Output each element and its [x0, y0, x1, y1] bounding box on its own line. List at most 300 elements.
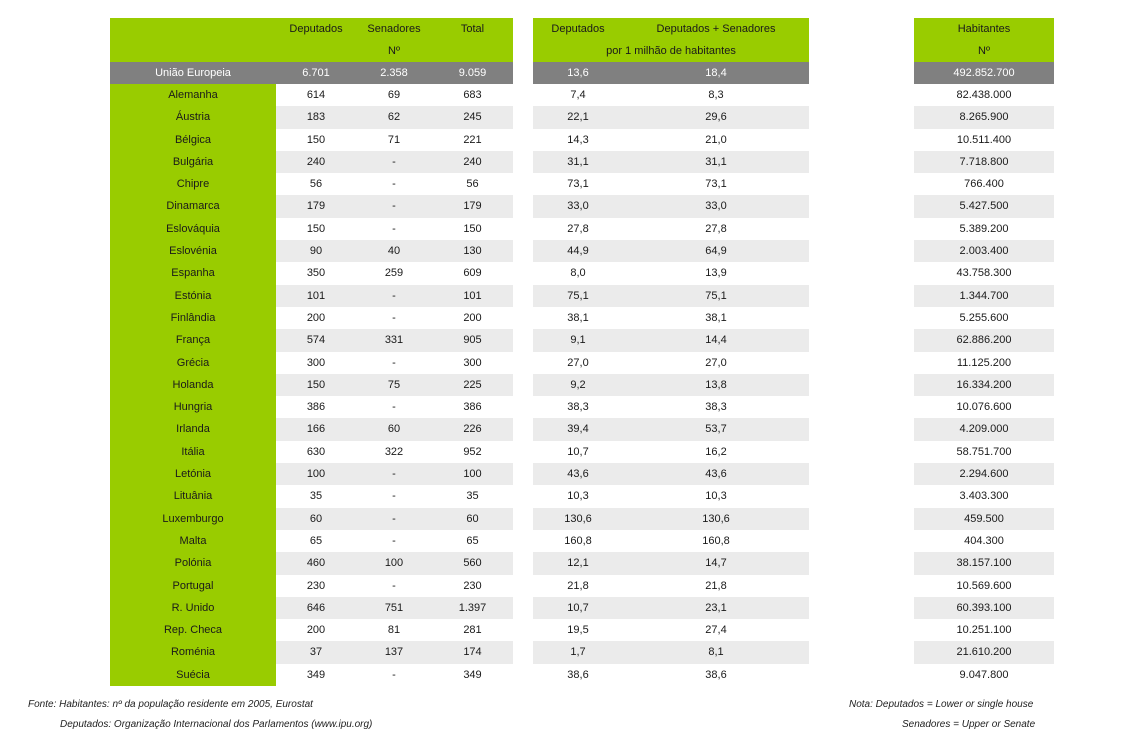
cell-per-dep-sen: 8,3: [708, 89, 724, 101]
table-row: [110, 84, 513, 106]
cell-deputados: 183: [306, 111, 326, 124]
cell-senadores: 71: [387, 133, 401, 146]
table-row: [110, 619, 513, 641]
cell-per-dep-sen: 73,1: [705, 178, 727, 191]
header-senadores: Senadores: [367, 23, 421, 35]
cell-per-dep-sen: 75,1: [705, 289, 727, 302]
cell-total: 300: [463, 356, 482, 369]
cell-deputados: 150: [306, 133, 326, 146]
cell-total: 174: [463, 646, 482, 659]
cell-total: 226: [463, 423, 482, 436]
header-total: Total: [460, 23, 485, 35]
cell-habitantes: 5.389.200: [959, 222, 1009, 235]
table-row: [533, 418, 809, 440]
table-row: [914, 352, 1054, 374]
cell-per-dep-sen: 27,8: [705, 222, 727, 235]
header-absolute: [110, 18, 513, 62]
cell-deputados: 240: [306, 155, 326, 168]
eu-per-ds: 18,4: [705, 67, 727, 79]
table-row: [914, 508, 1054, 530]
rows-absolute: [110, 84, 513, 686]
cell-per-deputados: 43,6: [567, 468, 589, 481]
cell-habitantes: 9.047.800: [959, 668, 1009, 681]
country-name: Roménia: [110, 641, 276, 663]
footer-source: Fonte: Habitantes: nº da população residente em 2005, Eurostat: [28, 699, 313, 710]
cell-senadores: 69: [387, 89, 401, 101]
cell-per-deputados: 73,1: [567, 178, 589, 191]
cell-per-dep-sen: 14,4: [705, 334, 727, 347]
cell-habitantes: 21.610.200: [956, 646, 1012, 659]
cell-deputados: 646: [306, 601, 326, 614]
table-row: [110, 552, 513, 574]
cell-total: 609: [463, 267, 482, 280]
cell-habitantes: 5.427.500: [959, 200, 1009, 213]
cell-per-deputados: 33,0: [567, 200, 589, 213]
table-row: [533, 530, 809, 552]
country-name: Bulgária: [110, 151, 276, 173]
country-name: Suécia: [110, 664, 276, 686]
country-name: R. Unido: [110, 597, 276, 619]
table-row: [533, 552, 809, 574]
cell-per-deputados: 39,4: [567, 423, 589, 436]
cell-per-dep-sen: 16,2: [705, 445, 727, 458]
table-row: [914, 307, 1054, 329]
header-n: Nº: [388, 45, 400, 57]
table-row: [914, 173, 1054, 195]
cell-deputados: 614: [306, 89, 326, 101]
cell-senadores: 331: [384, 334, 404, 347]
cell-per-deputados: 10,3: [567, 490, 589, 503]
table-row: [533, 84, 809, 106]
cell-senadores: -: [392, 512, 396, 525]
cell-per-dep-sen: 27,0: [705, 356, 727, 369]
cell-habitantes: 459.500: [964, 512, 1004, 525]
cell-total: 35: [466, 490, 479, 503]
cell-habitantes: 43.758.300: [956, 267, 1012, 280]
cell-total: 952: [463, 445, 482, 458]
header-habitantes: Habitantes: [957, 23, 1011, 35]
country-name: França: [110, 329, 276, 351]
cell-total: 905: [463, 334, 482, 347]
eu-senadores: 2.358: [380, 67, 408, 79]
cell-habitantes: 10.251.100: [956, 624, 1012, 637]
cell-senadores: -: [392, 178, 396, 191]
cell-total: 349: [463, 668, 482, 681]
table-row: [914, 195, 1054, 217]
cell-total: 60: [466, 512, 479, 525]
table-row: [110, 173, 513, 195]
header-deputados: Deputados: [289, 23, 343, 35]
cell-senadores: -: [392, 490, 396, 503]
cell-per-deputados: 14,3: [567, 133, 589, 146]
table-row: [914, 418, 1054, 440]
table-row: [533, 218, 809, 240]
table-row: [533, 173, 809, 195]
table-row: [533, 151, 809, 173]
cell-per-dep-sen: 53,7: [705, 423, 727, 436]
country-name: Finlândia: [110, 307, 276, 329]
table-row: [914, 463, 1054, 485]
cell-per-dep-sen: 33,0: [705, 200, 727, 213]
cell-senadores: -: [392, 534, 396, 547]
cell-per-deputados: 38,1: [567, 311, 589, 324]
cell-total: 179: [463, 200, 482, 213]
cell-per-deputados: 7,4: [570, 89, 586, 101]
cell-senadores: 81: [387, 624, 401, 637]
country-name: Irlanda: [110, 418, 276, 440]
table-row: [110, 463, 513, 485]
table-row: [110, 485, 513, 507]
table-row: [533, 441, 809, 463]
cell-per-deputados: 27,0: [567, 356, 589, 369]
cell-total: 560: [463, 557, 482, 570]
cell-habitantes: 3.403.300: [959, 490, 1009, 503]
table-row: [914, 84, 1054, 106]
table-row: [533, 129, 809, 151]
table-row: [914, 374, 1054, 396]
cell-per-dep-sen: 160,8: [702, 534, 730, 547]
table-row: [914, 129, 1054, 151]
table-row: [110, 664, 513, 686]
cell-per-dep-sen: 64,9: [705, 245, 727, 258]
cell-habitantes: 2.294.600: [959, 468, 1009, 481]
table-row: [110, 151, 513, 173]
cell-per-deputados: 38,3: [567, 401, 589, 414]
table-row: [914, 485, 1054, 507]
country-name: Eslováquia: [110, 218, 276, 240]
table-row: [110, 106, 513, 128]
cell-deputados: 179: [306, 200, 326, 213]
table-row: [533, 240, 809, 262]
cell-habitantes: 8.265.900: [959, 111, 1009, 124]
cell-senadores: 100: [384, 557, 404, 570]
table-row: [533, 307, 809, 329]
cell-total: 101: [463, 289, 482, 302]
cell-total: 200: [463, 311, 482, 324]
cell-deputados: 166: [306, 423, 326, 436]
table-row: [533, 106, 809, 128]
cell-per-dep-sen: 29,6: [705, 111, 727, 124]
cell-per-dep-sen: 14,7: [705, 557, 727, 570]
cell-per-dep-sen: 21,0: [705, 133, 727, 146]
cell-habitantes: 5.255.600: [959, 311, 1009, 324]
cell-per-dep-sen: 13,8: [705, 378, 727, 391]
country-name: Grécia: [110, 352, 276, 374]
cell-habitantes: 404.300: [964, 534, 1004, 547]
table-row: [110, 396, 513, 418]
country-name: Holanda: [110, 374, 276, 396]
table-row: [914, 664, 1054, 686]
cell-per-dep-sen: 130,6: [702, 512, 730, 525]
cell-deputados: 56: [309, 178, 323, 191]
cell-per-deputados: 130,6: [564, 512, 592, 525]
header-per-dep-sen: Deputados + Senadores: [656, 23, 776, 35]
cell-per-dep-sen: 31,1: [705, 155, 727, 168]
table-row: [914, 597, 1054, 619]
cell-habitantes: 38.157.100: [956, 557, 1012, 570]
cell-deputados: 65: [309, 534, 323, 547]
header-hab-n: Nº: [978, 45, 990, 57]
cell-per-deputados: 10,7: [567, 601, 589, 614]
cell-per-deputados: 22,1: [567, 111, 589, 124]
table-row: [914, 262, 1054, 284]
cell-per-dep-sen: 43,6: [705, 468, 727, 481]
cell-deputados: 60: [309, 512, 323, 525]
rows-population: [914, 84, 1054, 686]
cell-per-dep-sen: 10,3: [705, 490, 727, 503]
table-population: [914, 18, 1054, 686]
country-name: Dinamarca: [110, 195, 276, 217]
table-row: [533, 396, 809, 418]
cell-total: 130: [463, 245, 482, 258]
cell-total: 221: [463, 133, 482, 146]
cell-total: 281: [463, 624, 482, 637]
table-row: [533, 329, 809, 351]
table-row: [110, 285, 513, 307]
cell-senadores: 137: [384, 646, 404, 659]
table-row: [533, 664, 809, 686]
cell-total: 65: [466, 534, 479, 547]
table-row: [110, 441, 513, 463]
cell-per-deputados: 44,9: [567, 245, 589, 258]
cell-habitantes: 10.569.600: [956, 579, 1012, 592]
cell-habitantes: 58.751.700: [956, 445, 1012, 458]
eu-name: União Europeia: [155, 67, 231, 79]
header-per-deputados: Deputados: [551, 23, 605, 35]
table-row: [110, 352, 513, 374]
cell-deputados: 150: [306, 222, 326, 235]
cell-deputados: 37: [309, 646, 323, 659]
cell-habitantes: 60.393.100: [956, 601, 1012, 614]
header-population: [914, 18, 1054, 62]
table-row: [533, 285, 809, 307]
eu-habitantes: 492.852.700: [953, 67, 1015, 79]
country-name: Eslovénia: [110, 240, 276, 262]
country-name: Malta: [110, 530, 276, 552]
cell-per-dep-sen: 27,4: [705, 624, 727, 637]
cell-per-deputados: 27,8: [567, 222, 589, 235]
table-row: [110, 307, 513, 329]
cell-per-deputados: 19,5: [567, 624, 589, 637]
cell-deputados: 35: [309, 490, 323, 503]
table-row: [533, 575, 809, 597]
cell-total: 1.397: [458, 601, 487, 614]
cell-habitantes: 7.718.800: [959, 155, 1009, 168]
eu-per-dep: 13,6: [567, 67, 589, 79]
table-row: [533, 352, 809, 374]
cell-senadores: -: [392, 200, 396, 213]
table-row: [533, 262, 809, 284]
country-name: Áustria: [110, 106, 276, 128]
cell-deputados: 101: [306, 289, 326, 302]
country-name: Luxemburgo: [110, 508, 276, 530]
country-name: Chipre: [110, 173, 276, 195]
country-name: Estónia: [110, 285, 276, 307]
table-row: [914, 575, 1054, 597]
footer-source-2: Deputados: Organização Internacional dos Parlamentos (www.ipu.org): [60, 719, 373, 730]
country-name: Rep. Checa: [110, 619, 276, 641]
table-row: [533, 508, 809, 530]
cell-deputados: 230: [306, 579, 326, 592]
cell-per-deputados: 12,1: [567, 557, 589, 570]
cell-habitantes: 766.400: [964, 178, 1004, 191]
cell-per-deputados: 8,0: [570, 267, 586, 280]
table-row: [110, 374, 513, 396]
country-name: Portugal: [110, 575, 276, 597]
table-row: [533, 619, 809, 641]
cell-total: 150: [463, 222, 482, 235]
eu-row-population: [914, 62, 1054, 84]
table-row: [533, 597, 809, 619]
cell-deputados: 350: [306, 267, 326, 280]
cell-per-deputados: 31,1: [567, 155, 589, 168]
cell-per-deputados: 75,1: [567, 289, 589, 302]
cell-deputados: 630: [306, 445, 326, 458]
header-per-million: [533, 18, 809, 62]
cell-habitantes: 16.334.200: [956, 378, 1012, 391]
cell-senadores: -: [392, 468, 396, 481]
cell-total: 240: [463, 155, 482, 168]
cell-deputados: 460: [306, 557, 326, 570]
rows-per-million: [533, 84, 809, 686]
cell-senadores: -: [392, 311, 396, 324]
cell-deputados: 150: [306, 378, 326, 391]
country-name: Polónia: [110, 552, 276, 574]
cell-senadores: 751: [384, 601, 404, 614]
eu-total: 9.059: [458, 67, 487, 79]
table-row: [914, 151, 1054, 173]
cell-per-deputados: 9,2: [570, 378, 586, 391]
table-row: [533, 463, 809, 485]
cell-senadores: 322: [384, 445, 404, 458]
table-row: [110, 129, 513, 151]
table-row: [110, 329, 513, 351]
table-row: [533, 374, 809, 396]
cell-per-dep-sen: 23,1: [705, 601, 727, 614]
country-name: Alemanha: [110, 84, 276, 106]
cell-senadores: -: [392, 356, 396, 369]
cell-per-dep-sen: 8,1: [708, 646, 724, 659]
table-row: [110, 240, 513, 262]
table-row: [914, 552, 1054, 574]
cell-total: 100: [463, 468, 482, 481]
cell-total: 683: [463, 89, 482, 101]
cell-per-dep-sen: 13,9: [705, 267, 727, 280]
table-row: [914, 641, 1054, 663]
cell-deputados: 90: [309, 245, 323, 258]
table-row: [110, 418, 513, 440]
table-row: [110, 508, 513, 530]
table-row: [110, 530, 513, 552]
cell-per-dep-sen: 38,6: [705, 668, 727, 681]
header-per-million-label: por 1 milhão de habitantes: [606, 45, 736, 57]
country-name: Letónia: [110, 463, 276, 485]
cell-deputados: 100: [306, 468, 326, 481]
cell-habitantes: 11.125.200: [956, 356, 1012, 369]
table-row: [533, 195, 809, 217]
cell-habitantes: 4.209.000: [959, 423, 1009, 436]
cell-senadores: 60: [387, 423, 401, 436]
country-name: Bélgica: [110, 129, 276, 151]
table-row: [914, 218, 1054, 240]
cell-habitantes: 10.076.600: [956, 401, 1012, 414]
cell-deputados: 386: [306, 401, 326, 414]
table-row: [914, 329, 1054, 351]
country-name: Lituânia: [110, 485, 276, 507]
footer-note: Nota: Deputados = Lower or single house: [849, 699, 1034, 710]
cell-deputados: 349: [306, 668, 326, 681]
table-per-million: [533, 18, 809, 686]
cell-senadores: -: [392, 289, 396, 302]
table-row: [533, 485, 809, 507]
table-row: [914, 619, 1054, 641]
cell-per-dep-sen: 38,1: [705, 311, 727, 324]
table-row: [914, 396, 1054, 418]
cell-habitantes: 62.886.200: [956, 334, 1012, 347]
cell-total: 56: [466, 178, 479, 191]
cell-senadores: -: [392, 579, 396, 592]
cell-total: 225: [463, 378, 482, 391]
cell-senadores: -: [392, 222, 396, 235]
table-row: [914, 240, 1054, 262]
table-row: [914, 106, 1054, 128]
table-absolute: [110, 18, 513, 686]
country-name: Hungria: [110, 396, 276, 418]
table-row: [110, 218, 513, 240]
table-row: [110, 575, 513, 597]
footer-note-2: Senadores = Upper or Senate: [902, 719, 1036, 730]
cell-total: 245: [463, 111, 482, 124]
cell-per-deputados: 10,7: [567, 445, 589, 458]
cell-per-deputados: 1,7: [570, 646, 586, 659]
cell-senadores: 75: [387, 378, 401, 391]
country-name: Itália: [110, 441, 276, 463]
eu-deputados: 6.701: [302, 67, 330, 79]
cell-senadores: 40: [387, 245, 401, 258]
table-row: [110, 195, 513, 217]
cell-habitantes: 2.003.400: [959, 245, 1009, 258]
cell-deputados: 200: [306, 624, 326, 637]
table-row: [914, 441, 1054, 463]
cell-senadores: 259: [384, 267, 404, 280]
cell-habitantes: 82.438.000: [956, 89, 1012, 101]
table-row: [110, 641, 513, 663]
cell-per-deputados: 9,1: [570, 334, 586, 347]
cell-habitantes: 1.344.700: [959, 289, 1009, 302]
cell-deputados: 200: [306, 311, 326, 324]
cell-total: 386: [463, 401, 482, 414]
table-row: [914, 285, 1054, 307]
table-row: [533, 641, 809, 663]
cell-total: 230: [463, 579, 482, 592]
cell-habitantes: 10.511.400: [956, 133, 1012, 146]
cell-per-dep-sen: 21,8: [705, 579, 727, 592]
cell-deputados: 574: [306, 334, 326, 347]
cell-deputados: 300: [306, 356, 326, 369]
cell-senadores: -: [392, 401, 396, 414]
eu-row-per-million: [533, 62, 809, 84]
country-name: Espanha: [110, 262, 276, 284]
cell-senadores: -: [392, 668, 396, 681]
table-row: [110, 262, 513, 284]
cell-per-dep-sen: 38,3: [705, 401, 727, 414]
cell-senadores: 62: [387, 111, 401, 124]
cell-per-deputados: 38,6: [567, 668, 589, 681]
cell-per-deputados: 21,8: [567, 579, 589, 592]
table-row: [110, 597, 513, 619]
eu-row: [110, 62, 513, 84]
cell-senadores: -: [392, 155, 396, 168]
